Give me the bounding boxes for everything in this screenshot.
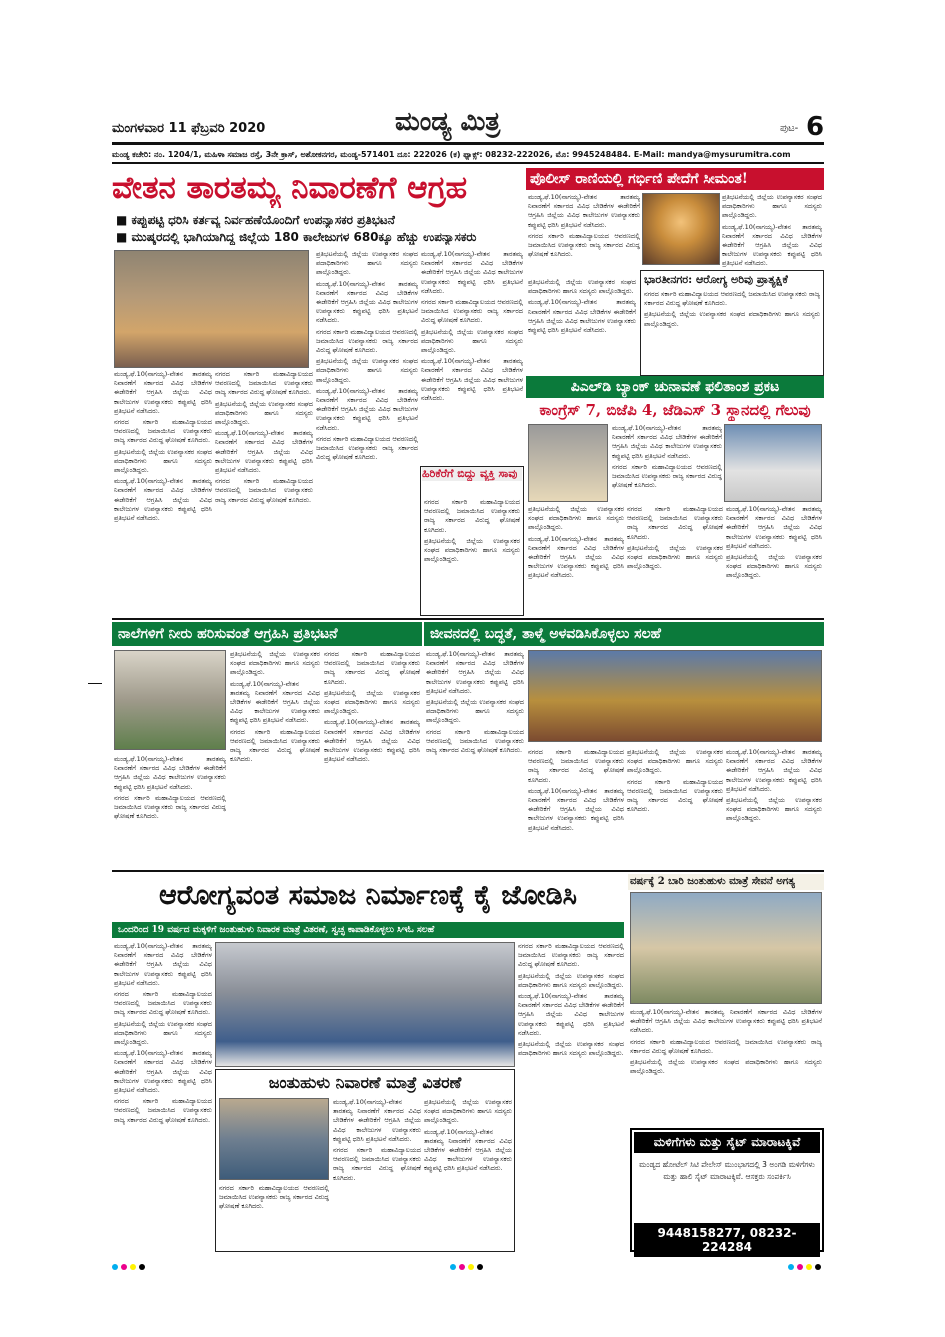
- newspaper-logo: ಮಂಡ್ಯ ಮಿತ್ರ: [395, 107, 501, 137]
- life-headline: ಜೀವನದಲ್ಲಿ ಬದ್ಧತೆ, ತಾಳ್ಮೆ ಅಳವಡಿಸಿಕೊಳ್ಳಲು ಸಲಹೆ: [424, 622, 824, 646]
- pld-column-3: ನಗರದ ಸರ್ಕಾರಿ ಮಹಾವಿದ್ಯಾಲಯದ ಆವರಣದಲ್ಲಿ ಜಮಾಯಿಸಿದ ಉಪನ್ಯಾಸಕರು ರಾಜ್ಯ ಸರ್ಕಾರದ ವಿರುದ್ಧ ಘೋಷಣೆ ಕೂಗಿದರು. ಪ್ರತಿಭಟನೆಯಲ್ಲಿ ಜಿಲ್ಲೆಯ ಉಪನ್ಯಾಸಕರ ಸಂಘದ ಪದಾಧಿಕಾರಿಗಳು ಹಾಗೂ ಸದಸ್ಯರು ಪಾಲ್ಗೊಂಡಿದ್ದರು.: [627, 505, 723, 571]
- canal-column-1: ಮಂಡ್ಯ,ಫೆ.10(ನಾಗಯ್ಯ)-ವೇತನ ತಾರತಮ್ಯ ನಿವಾರಣೆಗೆ ಸರ್ಕಾರದ ವಿವಿಧ ಬೇಡಿಕೆಗಳ ಈಡೇರಿಕೆಗೆ ಆಗ್ರಹಿಸಿ ಜಿಲ್ಲೆಯ ವಿವಿಧ ಕಾಲೇಜುಗಳ ಉಪನ್ಯಾಸಕರು ಕಪ್ಪುಪಟ್ಟಿ ಧರಿಸಿ ಪ್ರತಿಭಟನೆ ನಡೆಸಿದರು. ನಗರದ ಸರ್ಕಾರಿ ಮಹಾವಿದ್ಯಾಲಯದ ಆವರಣದಲ್ಲಿ ಜಮಾಯಿಸಿದ ಉಪನ್ಯಾಸಕರು ರಾಜ್ಯ ಸರ್ಕಾರದ ವಿರುದ್ಧ ಘೋಷಣೆ ಕೂಗಿದರು.: [114, 755, 226, 821]
- inner-column-3: ನಗರದ ಸರ್ಕಾರಿ ಮಹಾವಿದ್ಯಾಲಯದ ಆವರಣದಲ್ಲಿ ಜಮಾಯಿಸಿದ ಉಪನ್ಯಾಸಕರು ರಾಜ್ಯ ಸರ್ಕಾರದ ವಿರುದ್ಧ ಘೋಷಣೆ ಕೂಗಿದರು.: [219, 1184, 329, 1211]
- life-column-3: ಪ್ರತಿಭಟನೆಯಲ್ಲಿ ಜಿಲ್ಲೆಯ ಉಪನ್ಯಾಸಕರ ಸಂಘದ ಪದಾಧಿಕಾರಿಗಳು ಹಾಗೂ ಸದಸ್ಯರು ಪಾಲ್ಗೊಂಡಿದ್ದರು. ನಗರದ ಸರ್ಕಾರಿ ಮಹಾವಿದ್ಯಾಲಯದ ಆವರಣದಲ್ಲಿ ಜಮಾಯಿಸಿದ ಉಪನ್ಯಾಸಕರು ರಾಜ್ಯ ಸರ್ಕಾರದ ವಿರುದ್ಧ ಘೋಷಣೆ ಕೂಗಿದರು.: [627, 748, 723, 814]
- page-number: 6: [806, 112, 825, 142]
- police-column-1: ಮಂಡ್ಯ,ಫೆ.10(ನಾಗಯ್ಯ)-ವೇತನ ತಾರತಮ್ಯ ನಿವಾರಣೆಗೆ ಸರ್ಕಾರದ ವಿವಿಧ ಬೇಡಿಕೆಗಳ ಈಡೇರಿಕೆಗೆ ಆಗ್ರಹಿಸಿ ಜಿಲ್ಲೆಯ ವಿವಿಧ ಕಾಲೇಜುಗಳ ಉಪನ್ಯಾಸಕರು ಕಪ್ಪುಪಟ್ಟಿ ಧರಿಸಿ ಪ್ರತಿಭಟನೆ ನಡೆಸಿದರು. ನಗರದ ಸರ್ಕಾರಿ ಮಹಾವಿದ್ಯಾಲಯದ ಆವರಣದಲ್ಲಿ ಜಮಾಯಿಸಿದ ಉಪನ್ಯಾಸಕರು ರಾಜ್ಯ ಸರ್ಕಾರದ ವಿರುದ್ಧ ಘೋಷಣೆ ಕೂಗಿದರು.: [528, 193, 640, 259]
- page-label: ಪುಟ-: [780, 123, 799, 134]
- canal-column-2: ಪ್ರತಿಭಟನೆಯಲ್ಲಿ ಜಿಲ್ಲೆಯ ಉಪನ್ಯಾಸಕರ ಸಂಘದ ಪದಾಧಿಕಾರಿಗಳು ಹಾಗೂ ಸದಸ್ಯರು ಪಾಲ್ಗೊಂಡಿದ್ದರು. ಮಂಡ್ಯ,ಫೆ.10(ನಾಗಯ್ಯ)-ವೇತನ ತಾರತಮ್ಯ ನಿವಾರಣೆಗೆ ಸರ್ಕಾರದ ವಿವಿಧ ಬೇಡಿಕೆಗಳ ಈಡೇರಿಕೆಗೆ ಆಗ್ರಹಿಸಿ ಜಿಲ್ಲೆಯ ವಿವಿಧ ಕಾಲೇಜುಗಳ ಉಪನ್ಯಾಸಕರು ಕಪ್ಪುಪಟ್ಟಿ ಧರಿಸಿ ಪ್ರತಿಭಟನೆ ನಡೆಸಿದರು. ನಗರದ ಸರ್ಕಾರಿ ಮಹಾವಿದ್ಯಾಲಯದ ಆವರಣದಲ್ಲಿ ಜಮಾಯಿಸಿದ ಉಪನ್ಯಾಸಕರು ರಾಜ್ಯ ಸರ್ಕಾರದ ವಿರುದ್ಧ ಘೋಷಣೆ ಕೂಗಿದರು.: [230, 650, 320, 764]
- inner-column-2: ಪ್ರತಿಭಟನೆಯಲ್ಲಿ ಜಿಲ್ಲೆಯ ಉಪನ್ಯಾಸಕರ ಸಂಘದ ಪದಾಧಿಕಾರಿಗಳು ಹಾಗೂ ಸದಸ್ಯರು ಪಾಲ್ಗೊಂಡಿದ್ದರು. ಮಂಡ್ಯ,ಫೆ.10(ನಾಗಯ್ಯ)-ವೇತನ ತಾರತಮ್ಯ ನಿವಾರಣೆಗೆ ಸರ್ಕಾರದ ವಿವಿಧ ಬೇಡಿಕೆಗಳ ಈಡೇರಿಕೆಗೆ ಆಗ್ರಹಿಸಿ ಜಿಲ್ಲೆಯ ವಿವಿಧ ಕಾಲೇಜುಗಳ ಉಪನ್ಯಾಸಕರು ಕಪ್ಪುಪಟ್ಟಿ ಧರಿಸಿ ಪ್ರತಿಭಟನೆ ನಡೆಸಿದರು.: [424, 1098, 512, 1173]
- bottom-column-1: ಮಂಡ್ಯ,ಫೆ.10(ನಾಗಯ್ಯ)-ವೇತನ ತಾರತಮ್ಯ ನಿವಾರಣೆಗೆ ಸರ್ಕಾರದ ವಿವಿಧ ಬೇಡಿಕೆಗಳ ಈಡೇರಿಕೆಗೆ ಆಗ್ರಹಿಸಿ ಜಿಲ್ಲೆಯ ವಿವಿಧ ಕಾಲೇಜುಗಳ ಉಪನ್ಯಾಸಕರು ಕಪ್ಪುಪಟ್ಟಿ ಧರಿಸಿ ಪ್ರತಿಭಟನೆ ನಡೆಸಿದರು. ನಗರದ ಸರ್ಕಾರಿ ಮಹಾವಿದ್ಯಾಲಯದ ಆವರಣದಲ್ಲಿ ಜಮಾಯಿಸಿದ ಉಪನ್ಯಾಸಕರು ರಾಜ್ಯ ಸರ್ಕಾರದ ವಿರುದ್ಧ ಘೋಷಣೆ ಕೂಗಿದರು. ಪ್ರತಿಭಟನೆಯಲ್ಲಿ ಜಿಲ್ಲೆಯ ಉಪನ್ಯಾಸಕರ ಸಂಘದ ಪದಾಧಿಕಾರಿಗಳು ಹಾಗೂ ಸದಸ್ಯರು ಪಾಲ್ಗೊಂಡಿದ್ದರು. ಮಂಡ್ಯ,ಫೆ.10(ನಾಗಯ್ಯ)-ವೇತನ ತಾರತಮ್ಯ ನಿವಾರಣೆಗೆ ಸರ್ಕಾರದ ವಿವಿಧ ಬೇಡಿಕೆಗಳ ಈಡೇರಿಕೆಗೆ ಆಗ್ರಹಿಸಿ ಜಿಲ್ಲೆಯ ವಿವಿಧ ಕಾಲೇಜುಗಳ ಉಪನ್ಯಾಸಕರು ಕಪ್ಪುಪಟ್ಟಿ ಧರಿಸಿ ಪ್ರತಿಭಟನೆ ನಡೆಸಿದರು. ನಗರದ ಸರ್ಕಾರಿ ಮಹಾವಿದ್ಯಾಲಯದ ಆವರಣದಲ್ಲಿ ಜಮಾಯಿಸಿದ ಉಪನ್ಯಾಸಕರು ರಾಜ್ಯ ಸರ್ಕಾರದ ವಿರುದ್ಧ ಘೋಷಣೆ ಕೂಗಿದರು.: [114, 942, 212, 1124]
- registration-strip: [112, 1255, 824, 1261]
- ad-body: ಮಂಡ್ಯದ ಹೋಟೆಲ್ ಸಿಟಿ ಪೇಲೇಸ್ ಮುಂಭಾಗದಲ್ಲಿ 3 ಅಂಗಡಿ ಮಳಿಗೆಗಳು ಮತ್ತು ಹಾಲಿ ಸೈಟ್ ಮಾರಾಟಕ್ಕಿವೆ. ಆಸಕ್ತರು ಸಂಪರ್ಕಿಸಿ: [639, 1160, 815, 1181]
- police-photo: [642, 193, 720, 265]
- pld-subheadline: ಕಾಂಗ್ರೆಸ್ 7, ಬಿಜೆಪಿ 4, ಜೆಡಿಎಸ್ 3 ಸ್ಥಾನದಲ್ಲಿ ಗೆಲುವು: [539, 401, 811, 419]
- bottom-column-2: ನಗರದ ಸರ್ಕಾರಿ ಮಹಾವಿದ್ಯಾಲಯದ ಆವರಣದಲ್ಲಿ ಜಮಾಯಿಸಿದ ಉಪನ್ಯಾಸಕರು ರಾಜ್ಯ ಸರ್ಕಾರದ ವಿರುದ್ಧ ಘೋಷಣೆ ಕೂಗಿದರು. ಪ್ರತಿಭಟನೆಯಲ್ಲಿ ಜಿಲ್ಲೆಯ ಉಪನ್ಯಾಸಕರ ಸಂಘದ ಪದಾಧಿಕಾರಿಗಳು ಹಾಗೂ ಸದಸ್ಯರು ಪಾಲ್ಗೊಂಡಿದ್ದರು. ಮಂಡ್ಯ,ಫೆ.10(ನಾಗಯ್ಯ)-ವೇತನ ತಾರತಮ್ಯ ನಿವಾರಣೆಗೆ ಸರ್ಕಾರದ ವಿವಿಧ ಬೇಡಿಕೆಗಳ ಈಡೇರಿಕೆಗೆ ಆಗ್ರಹಿಸಿ ಜಿಲ್ಲೆಯ ವಿವಿಧ ಕಾಲೇಜುಗಳ ಉಪನ್ಯಾಸಕರು ಕಪ್ಪುಪಟ್ಟಿ ಧರಿಸಿ ಪ್ರತಿಭಟನೆ ನಡೆಸಿದರು. ಪ್ರತಿಭಟನೆಯಲ್ಲಿ ಜಿಲ್ಲೆಯ ಉಪನ್ಯಾಸಕರ ಸಂಘದ ಪದಾಧಿಕಾರಿಗಳು ಹಾಗೂ ಸದಸ್ಯರು ಪಾಲ್ಗೊಂಡಿದ್ದರು.: [518, 942, 624, 1058]
- registration-marks-right: [788, 1255, 824, 1261]
- sidebox-text: ನಗರದ ಸರ್ಕಾರಿ ಮಹಾವಿದ್ಯಾಲಯದ ಆವರಣದಲ್ಲಿ ಜಮಾಯಿಸಿದ ಉಪನ್ಯಾಸಕರು ರಾಜ್ಯ ಸರ್ಕಾರದ ವಿರುದ್ಧ ಘೋಷಣೆ ಕೂಗಿದರು. ಪ್ರತಿಭಟನೆಯಲ್ಲಿ ಜಿಲ್ಲೆಯ ಉಪನ್ಯಾಸಕರ ಸಂಘದ ಪದಾಧಿಕಾರಿಗಳು ಹಾಗೂ ಸದಸ್ಯರು ಪಾಲ್ಗೊಂಡಿದ್ದರು.: [424, 498, 520, 564]
- masthead-rule: [112, 142, 824, 145]
- deworming-photo: [215, 942, 515, 1067]
- lead-column-2: ನಗರದ ಸರ್ಕಾರಿ ಮಹಾವಿದ್ಯಾಲಯದ ಆವರಣದಲ್ಲಿ ಜಮಾಯಿಸಿದ ಉಪನ್ಯಾಸಕರು ರಾಜ್ಯ ಸರ್ಕಾರದ ವಿರುದ್ಧ ಘೋಷಣೆ ಕೂಗಿದರು. ಪ್ರತಿಭಟನೆಯಲ್ಲಿ ಜಿಲ್ಲೆಯ ಉಪನ್ಯಾಸಕರ ಸಂಘದ ಪದಾಧಿಕಾರಿಗಳು ಹಾಗೂ ಸದಸ್ಯರು ಪಾಲ್ಗೊಂಡಿದ್ದರು. ಮಂಡ್ಯ,ಫೆ.10(ನಾಗಯ್ಯ)-ವೇತನ ತಾರತಮ್ಯ ನಿವಾರಣೆಗೆ ಸರ್ಕಾರದ ವಿವಿಧ ಬೇಡಿಕೆಗಳ ಈಡೇರಿಕೆಗೆ ಆಗ್ರಹಿಸಿ ಜಿಲ್ಲೆಯ ವಿವಿಧ ಕಾಲೇಜುಗಳ ಉಪನ್ಯಾಸಕರು ಕಪ್ಪುಪಟ್ಟಿ ಧರಿಸಿ ಪ್ರತಿಭಟನೆ ನಡೆಸಿದರು. ನಗರದ ಸರ್ಕಾರಿ ಮಹಾವಿದ್ಯಾಲಯದ ಆವರಣದಲ್ಲಿ ಜಮಾಯಿಸಿದ ಉಪನ್ಯಾಸಕರು ರಾಜ್ಯ ಸರ್ಕಾರದ ವಿರುದ್ಧ ಘೋಷಣೆ ಕೂಗಿದರು.: [215, 370, 313, 504]
- twice-a-year-photo: [630, 892, 822, 1004]
- sidebox-headline: ಹಿರಿಕೆರೆಗೆ ಬಿದ್ದು ವ್ಯಕ್ತಿ ಸಾವು: [422, 467, 522, 481]
- pld-photo-1: [528, 424, 608, 502]
- address-rule: [112, 162, 824, 164]
- police-column-2: ಪ್ರತಿಭಟನೆಯಲ್ಲಿ ಜಿಲ್ಲೆಯ ಉಪನ್ಯಾಸಕರ ಸಂಘದ ಪದಾಧಿಕಾರಿಗಳು ಹಾಗೂ ಸದಸ್ಯರು ಪಾಲ್ಗೊಂಡಿದ್ದರು. ಮಂಡ್ಯ,ಫೆ.10(ನಾಗಯ್ಯ)-ವೇತನ ತಾರತಮ್ಯ ನಿವಾರಣೆಗೆ ಸರ್ಕಾರದ ವಿವಿಧ ಬೇಡಿಕೆಗಳ ಈಡೇರಿಕೆಗೆ ಆಗ್ರಹಿಸಿ ಜಿಲ್ಲೆಯ ವಿವಿಧ ಕಾಲೇಜುಗಳ ಉಪನ್ಯಾಸಕರು ಕಪ್ಪುಪಟ್ಟಿ ಧರಿಸಿ ಪ್ರತಿಭಟನೆ ನಡೆಸಿದರು.: [722, 193, 822, 268]
- pld-headline: ಪಿಎಲ್‌ಡಿ ಬ್ಯಾಂಕ್ ಚುನಾವಣೆ ಫಲಿತಾಂಶ ಪ್ರಕಟ: [526, 376, 824, 398]
- section-rule-2: [112, 870, 824, 872]
- health-box-headline: ಭಾರತೀನಗರ: ಆರೋಗ್ಯ ಅರಿವು ಪ್ರಾತ್ಯಕ್ಷಿಕೆ: [644, 273, 788, 286]
- life-column-2: ನಗರದ ಸರ್ಕಾರಿ ಮಹಾವಿದ್ಯಾಲಯದ ಆವರಣದಲ್ಲಿ ಜಮಾಯಿಸಿದ ಉಪನ್ಯಾಸಕರು ರಾಜ್ಯ ಸರ್ಕಾರದ ವಿರುದ್ಧ ಘೋಷಣೆ ಕೂಗಿದರು. ಮಂಡ್ಯ,ಫೆ.10(ನಾಗಯ್ಯ)-ವೇತನ ತಾರತಮ್ಯ ನಿವಾರಣೆಗೆ ಸರ್ಕಾರದ ವಿವಿಧ ಬೇಡಿಕೆಗಳ ಈಡೇರಿಕೆಗೆ ಆಗ್ರಹಿಸಿ ಜಿಲ್ಲೆಯ ವಿವಿಧ ಕಾಲೇಜುಗಳ ಉಪನ್ಯಾಸಕರು ಕಪ್ಪುಪಟ್ಟಿ ಧರಿಸಿ ಪ್ರತಿಭಟನೆ ನಡೆಸಿದರು.: [528, 748, 624, 832]
- crop-mark: [88, 683, 102, 684]
- pld-column-4: ಮಂಡ್ಯ,ಫೆ.10(ನಾಗಯ್ಯ)-ವೇತನ ತಾರತಮ್ಯ ನಿವಾರಣೆಗೆ ಸರ್ಕಾರದ ವಿವಿಧ ಬೇಡಿಕೆಗಳ ಈಡೇರಿಕೆಗೆ ಆಗ್ರಹಿಸಿ ಜಿಲ್ಲೆಯ ವಿವಿಧ ಕಾಲೇಜುಗಳ ಉಪನ್ಯಾಸಕರು ಕಪ್ಪುಪಟ್ಟಿ ಧರಿಸಿ ಪ್ರತಿಭಟನೆ ನಡೆಸಿದರು. ಪ್ರತಿಭಟನೆಯಲ್ಲಿ ಜಿಲ್ಲೆಯ ಉಪನ್ಯಾಸಕರ ಸಂಘದ ಪದಾಧಿಕಾರಿಗಳು ಹಾಗೂ ಸದಸ್ಯರು ಪಾಲ್ಗೊಂಡಿದ್ದರು.: [726, 505, 822, 580]
- police-headline: ಪೊಲೀಸ್ ರಾಣಿಯಲ್ಲಿ ಗರ್ಭಿಣಿ ಪೇದೆಗೆ ಸೀಮಂತ!: [526, 168, 824, 190]
- registration-marks-left: [112, 1255, 148, 1261]
- lead-column-1: ಮಂಡ್ಯ,ಫೆ.10(ನಾಗಯ್ಯ)-ವೇತನ ತಾರತಮ್ಯ ನಿವಾರಣೆಗೆ ಸರ್ಕಾರದ ವಿವಿಧ ಬೇಡಿಕೆಗಳ ಈಡೇರಿಕೆಗೆ ಆಗ್ರಹಿಸಿ ಜಿಲ್ಲೆಯ ವಿವಿಧ ಕಾಲೇಜುಗಳ ಉಪನ್ಯಾಸಕರು ಕಪ್ಪುಪಟ್ಟಿ ಧರಿಸಿ ಪ್ರತಿಭಟನೆ ನಡೆಸಿದರು. ನಗರದ ಸರ್ಕಾರಿ ಮಹಾವಿದ್ಯಾಲಯದ ಆವರಣದಲ್ಲಿ ಜಮಾಯಿಸಿದ ಉಪನ್ಯಾಸಕರು ರಾಜ್ಯ ಸರ್ಕಾರದ ವಿರುದ್ಧ ಘೋಷಣೆ ಕೂಗಿದರು. ಪ್ರತಿಭಟನೆಯಲ್ಲಿ ಜಿಲ್ಲೆಯ ಉಪನ್ಯಾಸಕರ ಸಂಘದ ಪದಾಧಿಕಾರಿಗಳು ಹಾಗೂ ಸದಸ್ಯರು ಪಾಲ್ಗೊಂಡಿದ್ದರು. ಮಂಡ್ಯ,ಫೆ.10(ನಾಗಯ್ಯ)-ವೇತನ ತಾರತಮ್ಯ ನಿವಾರಣೆಗೆ ಸರ್ಕಾರದ ವಿವಿಧ ಬೇಡಿಕೆಗಳ ಈಡೇರಿಕೆಗೆ ಆಗ್ರಹಿಸಿ ಜಿಲ್ಲೆಯ ವಿವಿಧ ಕಾಲೇಜುಗಳ ಉಪನ್ಯಾಸಕರು ಕಪ್ಪುಪಟ್ಟಿ ಧರಿಸಿ ಪ್ರತಿಭಟನೆ ನಡೆಸಿದರು.: [114, 370, 212, 523]
- life-column-1: ಮಂಡ್ಯ,ಫೆ.10(ನಾಗಯ್ಯ)-ವೇತನ ತಾರತಮ್ಯ ನಿವಾರಣೆಗೆ ಸರ್ಕಾರದ ವಿವಿಧ ಬೇಡಿಕೆಗಳ ಈಡೇರಿಕೆಗೆ ಆಗ್ರಹಿಸಿ ಜಿಲ್ಲೆಯ ವಿವಿಧ ಕಾಲೇಜುಗಳ ಉಪನ್ಯಾಸಕರು ಕಪ್ಪುಪಟ್ಟಿ ಧರಿಸಿ ಪ್ರತಿಭಟನೆ ನಡೆಸಿದರು. ಪ್ರತಿಭಟನೆಯಲ್ಲಿ ಜಿಲ್ಲೆಯ ಉಪನ್ಯಾಸಕರ ಸಂಘದ ಪದಾಧಿಕಾರಿಗಳು ಹಾಗೂ ಸದಸ್ಯರು ಪಾಲ್ಗೊಂಡಿದ್ದರು. ನಗರದ ಸರ್ಕಾರಿ ಮಹಾವಿದ್ಯಾಲಯದ ಆವರಣದಲ್ಲಿ ಜಮಾಯಿಸಿದ ಉಪನ್ಯಾಸಕರು ರಾಜ್ಯ ಸರ್ಕಾರದ ವಿರುದ್ಧ ಘೋಷಣೆ ಕೂಗಿದರು.: [426, 650, 524, 755]
- pld-column-1: ಮಂಡ್ಯ,ಫೆ.10(ನಾಗಯ್ಯ)-ವೇತನ ತಾರತಮ್ಯ ನಿವಾರಣೆಗೆ ಸರ್ಕಾರದ ವಿವಿಧ ಬೇಡಿಕೆಗಳ ಈಡೇರಿಕೆಗೆ ಆಗ್ರಹಿಸಿ ಜಿಲ್ಲೆಯ ವಿವಿಧ ಕಾಲೇಜುಗಳ ಉಪನ್ಯಾಸಕರು ಕಪ್ಪುಪಟ್ಟಿ ಧರಿಸಿ ಪ್ರತಿಭಟನೆ ನಡೆಸಿದರು. ನಗರದ ಸರ್ಕಾರಿ ಮಹಾವಿದ್ಯಾಲಯದ ಆವರಣದಲ್ಲಿ ಜಮಾಯಿಸಿದ ಉಪನ್ಯಾಸಕರು ರಾಜ್ಯ ಸರ್ಕಾರದ ವಿರುದ್ಧ ಘೋಷಣೆ ಕೂಗಿದರು.: [612, 424, 722, 490]
- inner-story-photo: [219, 1098, 329, 1180]
- twice-a-year-headline: ವರ್ಷಕ್ಕೆ 2 ಬಾರಿ ಜಂತುಹುಳು ಮಾತ್ರೆ ಸೇವನೆ ಅಗತ್ಯ: [628, 874, 824, 890]
- canal-photo: [114, 650, 226, 750]
- section-rule-1: [112, 618, 824, 620]
- lead-column-4: ಮಂಡ್ಯ,ಫೆ.10(ನಾಗಯ್ಯ)-ವೇತನ ತಾರತಮ್ಯ ನಿವಾರಣೆಗೆ ಸರ್ಕಾರದ ವಿವಿಧ ಬೇಡಿಕೆಗಳ ಈಡೇರಿಕೆಗೆ ಆಗ್ರಹಿಸಿ ಜಿಲ್ಲೆಯ ವಿವಿಧ ಕಾಲೇಜುಗಳ ಉಪನ್ಯಾಸಕರು ಕಪ್ಪುಪಟ್ಟಿ ಧರಿಸಿ ಪ್ರತಿಭಟನೆ ನಡೆಸಿದರು. ನಗರದ ಸರ್ಕಾರಿ ಮಹಾವಿದ್ಯಾಲಯದ ಆವರಣದಲ್ಲಿ ಜಮಾಯಿಸಿದ ಉಪನ್ಯಾಸಕರು ರಾಜ್ಯ ಸರ್ಕಾರದ ವಿರುದ್ಧ ಘೋಷಣೆ ಕೂಗಿದರು. ಪ್ರತಿಭಟನೆಯಲ್ಲಿ ಜಿಲ್ಲೆಯ ಉಪನ್ಯಾಸಕರ ಸಂಘದ ಪದಾಧಿಕಾರಿಗಳು ಹಾಗೂ ಸದಸ್ಯರು ಪಾಲ್ಗೊಂಡಿದ್ದರು. ಮಂಡ್ಯ,ಫೆ.10(ನಾಗಯ್ಯ)-ವೇತನ ತಾರತಮ್ಯ ನಿವಾರಣೆಗೆ ಸರ್ಕಾರದ ವಿವಿಧ ಬೇಡಿಕೆಗಳ ಈಡೇರಿಕೆಗೆ ಆಗ್ರಹಿಸಿ ಜಿಲ್ಲೆಯ ವಿವಿಧ ಕಾಲೇಜುಗಳ ಉಪನ್ಯಾಸಕರು ಕಪ್ಪುಪಟ್ಟಿ ಧರಿಸಿ ಪ್ರತಿಭಟನೆ ನಡೆಸಿದರು.: [421, 250, 523, 403]
- lead-bullet-1: ■ ಕಪ್ಪುಪಟ್ಟಿ ಧರಿಸಿ ಕರ್ತವ್ಯ ನಿರ್ವಹಣೆಯೊಂದಿಗೆ ಉಪನ್ಯಾಸಕರ ಪ್ರತಿಭಟನೆ: [116, 213, 395, 227]
- classified-ad: [630, 1128, 824, 1252]
- office-address: ಮಂಡ್ಯ ಕಚೇರಿ: ನಂ. 1204/1, ಮಹಿಳಾ ಸಮಾಜ ರಸ್ತೆ, 3ನೇ ಕ್ರಾಸ್, ಅಶೋಕನಗರ, ಮಂಡ್ಯ-571401 ದೂ: 222026 (ಕ) ಫ್ಯಾಕ್ಸ್: 08232-222026, ಮೊ: 9945248484. E-Mail: mandya@mysurumitra.com: [112, 150, 791, 159]
- police-column-3: ಪ್ರತಿಭಟನೆಯಲ್ಲಿ ಜಿಲ್ಲೆಯ ಉಪನ್ಯಾಸಕರ ಸಂಘದ ಪದಾಧಿಕಾರಿಗಳು ಹಾಗೂ ಸದಸ್ಯರು ಪಾಲ್ಗೊಂಡಿದ್ದರು. ಮಂಡ್ಯ,ಫೆ.10(ನಾಗಯ್ಯ)-ವೇತನ ತಾರತಮ್ಯ ನಿವಾರಣೆಗೆ ಸರ್ಕಾರದ ವಿವಿಧ ಬೇಡಿಕೆಗಳ ಈಡೇರಿಕೆಗೆ ಆಗ್ರಹಿಸಿ ಜಿಲ್ಲೆಯ ವಿವಿಧ ಕಾಲೇಜುಗಳ ಉಪನ್ಯಾಸಕರು ಕಪ್ಪುಪಟ್ಟಿ ಧರಿಸಿ ಪ್ರತಿಭಟನೆ ನಡೆಸಿದರು.: [528, 278, 636, 335]
- canal-headline: ನಾಲೆಗಳಿಗೆ ನೀರು ಹರಿಸುವಂತೆ ಆಗ್ರಹಿಸಿ ಪ್ರತಿಭಟನೆ: [112, 622, 422, 646]
- lead-headline: ವೇತನ ತಾರತಮ್ಯ ನಿವಾರಣೆಗೆ ಆಗ್ರಹ: [112, 170, 468, 206]
- twice-a-year-text: ಮಂಡ್ಯ,ಫೆ.10(ನಾಗಯ್ಯ)-ವೇತನ ತಾರತಮ್ಯ ನಿವಾರಣೆಗೆ ಸರ್ಕಾರದ ವಿವಿಧ ಬೇಡಿಕೆಗಳ ಈಡೇರಿಕೆಗೆ ಆಗ್ರಹಿಸಿ ಜಿಲ್ಲೆಯ ವಿವಿಧ ಕಾಲೇಜುಗಳ ಉಪನ್ಯಾಸಕರು ಕಪ್ಪುಪಟ್ಟಿ ಧರಿಸಿ ಪ್ರತಿಭಟನೆ ನಡೆಸಿದರು. ನಗರದ ಸರ್ಕಾರಿ ಮಹಾವಿದ್ಯಾಲಯದ ಆವರಣದಲ್ಲಿ ಜಮಾಯಿಸಿದ ಉಪನ್ಯಾಸಕರು ರಾಜ್ಯ ಸರ್ಕಾರದ ವಿರುದ್ಧ ಘೋಷಣೆ ಕೂಗಿದರು. ಪ್ರತಿಭಟನೆಯಲ್ಲಿ ಜಿಲ್ಲೆಯ ಉಪನ್ಯಾಸಕರ ಸಂಘದ ಪದಾಧಿಕಾರಿಗಳು ಹಾಗೂ ಸದಸ್ಯರು ಪಾಲ್ಗೊಂಡಿದ್ದರು.: [630, 1008, 822, 1076]
- registration-marks-center: [450, 1255, 486, 1261]
- inner-column-1: ಮಂಡ್ಯ,ಫೆ.10(ನಾಗಯ್ಯ)-ವೇತನ ತಾರತಮ್ಯ ನಿವಾರಣೆಗೆ ಸರ್ಕಾರದ ವಿವಿಧ ಬೇಡಿಕೆಗಳ ಈಡೇರಿಕೆಗೆ ಆಗ್ರಹಿಸಿ ಜಿಲ್ಲೆಯ ವಿವಿಧ ಕಾಲೇಜುಗಳ ಉಪನ್ಯಾಸಕರು ಕಪ್ಪುಪಟ್ಟಿ ಧರಿಸಿ ಪ್ರತಿಭಟನೆ ನಡೆಸಿದರು. ನಗರದ ಸರ್ಕಾರಿ ಮಹಾವಿದ್ಯಾಲಯದ ಆವರಣದಲ್ಲಿ ಜಮಾಯಿಸಿದ ಉಪನ್ಯಾಸಕರು ರಾಜ್ಯ ಸರ್ಕಾರದ ವಿರುದ್ಧ ಘೋಷಣೆ ಕೂಗಿದರು.: [333, 1098, 421, 1182]
- health-box-text: ನಗರದ ಸರ್ಕಾರಿ ಮಹಾವಿದ್ಯಾಲಯದ ಆವರಣದಲ್ಲಿ ಜಮಾಯಿಸಿದ ಉಪನ್ಯಾಸಕರು ರಾಜ್ಯ ಸರ್ಕಾರದ ವಿರುದ್ಧ ಘೋಷಣೆ ಕೂಗಿದರು. ಪ್ರತಿಭಟನೆಯಲ್ಲಿ ಜಿಲ್ಲೆಯ ಉಪನ್ಯಾಸಕರ ಸಂಘದ ಪದಾಧಿಕಾರಿಗಳು ಹಾಗೂ ಸದಸ್ಯರು ಪಾಲ್ಗೊಂಡಿದ್ದರು.: [644, 290, 820, 328]
- lead-photo-protest: [114, 250, 309, 368]
- ad-title: ಮಳಿಗೆಗಳು ಮತ್ತು ಸೈಟ್ ಮಾರಾಟಕ್ಕಿವೆ: [634, 1132, 820, 1153]
- pld-column-2: ಪ್ರತಿಭಟನೆಯಲ್ಲಿ ಜಿಲ್ಲೆಯ ಉಪನ್ಯಾಸಕರ ಸಂಘದ ಪದಾಧಿಕಾರಿಗಳು ಹಾಗೂ ಸದಸ್ಯರು ಪಾಲ್ಗೊಂಡಿದ್ದರು. ಮಂಡ್ಯ,ಫೆ.10(ನಾಗಯ್ಯ)-ವೇತನ ತಾರತಮ್ಯ ನಿವಾರಣೆಗೆ ಸರ್ಕಾರದ ವಿವಿಧ ಬೇಡಿಕೆಗಳ ಈಡೇರಿಕೆಗೆ ಆಗ್ರಹಿಸಿ ಜಿಲ್ಲೆಯ ವಿವಿಧ ಕಾಲೇಜುಗಳ ಉಪನ್ಯಾಸಕರು ಕಪ್ಪುಪಟ್ಟಿ ಧರಿಸಿ ಪ್ರತಿಭಟನೆ ನಡೆಸಿದರು.: [528, 505, 624, 580]
- lead-column-3: ಪ್ರತಿಭಟನೆಯಲ್ಲಿ ಜಿಲ್ಲೆಯ ಉಪನ್ಯಾಸಕರ ಸಂಘದ ಪದಾಧಿಕಾರಿಗಳು ಹಾಗೂ ಸದಸ್ಯರು ಪಾಲ್ಗೊಂಡಿದ್ದರು. ಮಂಡ್ಯ,ಫೆ.10(ನಾಗಯ್ಯ)-ವೇತನ ತಾರತಮ್ಯ ನಿವಾರಣೆಗೆ ಸರ್ಕಾರದ ವಿವಿಧ ಬೇಡಿಕೆಗಳ ಈಡೇರಿಕೆಗೆ ಆಗ್ರಹಿಸಿ ಜಿಲ್ಲೆಯ ವಿವಿಧ ಕಾಲೇಜುಗಳ ಉಪನ್ಯಾಸಕರು ಕಪ್ಪುಪಟ್ಟಿ ಧರಿಸಿ ಪ್ರತಿಭಟನೆ ನಡೆಸಿದರು. ನಗರದ ಸರ್ಕಾರಿ ಮಹಾವಿದ್ಯಾಲಯದ ಆವರಣದಲ್ಲಿ ಜಮಾಯಿಸಿದ ಉಪನ್ಯಾಸಕರು ರಾಜ್ಯ ಸರ್ಕಾರದ ವಿರುದ್ಧ ಘೋಷಣೆ ಕೂಗಿದರು. ಪ್ರತಿಭಟನೆಯಲ್ಲಿ ಜಿಲ್ಲೆಯ ಉಪನ್ಯಾಸಕರ ಸಂಘದ ಪದಾಧಿಕಾರಿಗಳು ಹಾಗೂ ಸದಸ್ಯರು ಪಾಲ್ಗೊಂಡಿದ್ದರು. ಮಂಡ್ಯ,ಫೆ.10(ನಾಗಯ್ಯ)-ವೇತನ ತಾರತಮ್ಯ ನಿವಾರಣೆಗೆ ಸರ್ಕಾರದ ವಿವಿಧ ಬೇಡಿಕೆಗಳ ಈಡೇರಿಕೆಗೆ ಆಗ್ರಹಿಸಿ ಜಿಲ್ಲೆಯ ವಿವಿಧ ಕಾಲೇಜುಗಳ ಉಪನ್ಯಾಸಕರು ಕಪ್ಪುಪಟ್ಟಿ ಧರಿಸಿ ಪ್ರತಿಭಟನೆ ನಡೆಸಿದರು. ನಗರದ ಸರ್ಕಾರಿ ಮಹಾವಿದ್ಯಾಲಯದ ಆವರಣದಲ್ಲಿ ಜಮಾಯಿಸಿದ ಉಪನ್ಯಾಸಕರು ರಾಜ್ಯ ಸರ್ಕಾರದ ವಿರುದ್ಧ ಘೋಷಣೆ ಕೂಗಿದರು.: [316, 250, 418, 462]
- lead-bullet-2: ■ ಮುಷ್ಕರದಲ್ಲಿ ಭಾಗಿಯಾಗಿದ್ದ ಜಿಲ್ಲೆಯ 180 ಕಾಲೇಜುಗಳ 680ಕ್ಕೂ ಹೆಚ್ಚು ಉಪನ್ಯಾಸಕರು: [116, 230, 477, 244]
- life-photo: [528, 650, 822, 742]
- inner-story-headline: ಜಂತುಹುಳು ನಿವಾರಣೆ ಮಾತ್ರೆ ವಿತರಣೆ: [268, 1073, 462, 1092]
- life-column-4: ಮಂಡ್ಯ,ಫೆ.10(ನಾಗಯ್ಯ)-ವೇತನ ತಾರತಮ್ಯ ನಿವಾರಣೆಗೆ ಸರ್ಕಾರದ ವಿವಿಧ ಬೇಡಿಕೆಗಳ ಈಡೇರಿಕೆಗೆ ಆಗ್ರಹಿಸಿ ಜಿಲ್ಲೆಯ ವಿವಿಧ ಕಾಲೇಜುಗಳ ಉಪನ್ಯಾಸಕರು ಕಪ್ಪುಪಟ್ಟಿ ಧರಿಸಿ ಪ್ರತಿಭಟನೆ ನಡೆಸಿದರು. ಪ್ರತಿಭಟನೆಯಲ್ಲಿ ಜಿಲ್ಲೆಯ ಉಪನ್ಯಾಸಕರ ಸಂಘದ ಪದಾಧಿಕಾರಿಗಳು ಹಾಗೂ ಸದಸ್ಯರು ಪಾಲ್ಗೊಂಡಿದ್ದರು.: [726, 748, 822, 823]
- health-society-headline: ಆರೋಗ್ಯವಂತ ಸಮಾಜ ನಿರ್ಮಾಣಕ್ಕೆ ಕೈ ಜೋಡಿಸಿ: [159, 880, 577, 911]
- issue-date: ಮಂಗಳವಾರ 11 ಫೆಬ್ರವರಿ 2020: [112, 121, 266, 136]
- ad-phone: 9448158277, 08232-224284: [634, 1223, 820, 1257]
- pld-photo-2: [724, 424, 822, 502]
- health-society-subhead: ಒಂದರಿಂದ 19 ವರ್ಷದ ಮಕ್ಕಳಿಗೆ ಜಂತುಹುಳು ನಿವಾರಕ ಮಾತ್ರೆ ವಿತರಣೆ, ಸ್ವಚ್ಛ ಕಾಪಾಡಿಕೊಳ್ಳಲು ಸಿಇಓ ಸಲಹೆ: [112, 922, 624, 938]
- canal-column-3: ನಗರದ ಸರ್ಕಾರಿ ಮಹಾವಿದ್ಯಾಲಯದ ಆವರಣದಲ್ಲಿ ಜಮಾಯಿಸಿದ ಉಪನ್ಯಾಸಕರು ರಾಜ್ಯ ಸರ್ಕಾರದ ವಿರುದ್ಧ ಘೋಷಣೆ ಕೂಗಿದರು. ಪ್ರತಿಭಟನೆಯಲ್ಲಿ ಜಿಲ್ಲೆಯ ಉಪನ್ಯಾಸಕರ ಸಂಘದ ಪದಾಧಿಕಾರಿಗಳು ಹಾಗೂ ಸದಸ್ಯರು ಪಾಲ್ಗೊಂಡಿದ್ದರು. ಮಂಡ್ಯ,ಫೆ.10(ನಾಗಯ್ಯ)-ವೇತನ ತಾರತಮ್ಯ ನಿವಾರಣೆಗೆ ಸರ್ಕಾರದ ವಿವಿಧ ಬೇಡಿಕೆಗಳ ಈಡೇರಿಕೆಗೆ ಆಗ್ರಹಿಸಿ ಜಿಲ್ಲೆಯ ವಿವಿಧ ಕಾಲೇಜುಗಳ ಉಪನ್ಯಾಸಕರು ಕಪ್ಪುಪಟ್ಟಿ ಧರಿಸಿ ಪ್ರತಿಭಟನೆ ನಡೆಸಿದರು.: [324, 650, 420, 764]
